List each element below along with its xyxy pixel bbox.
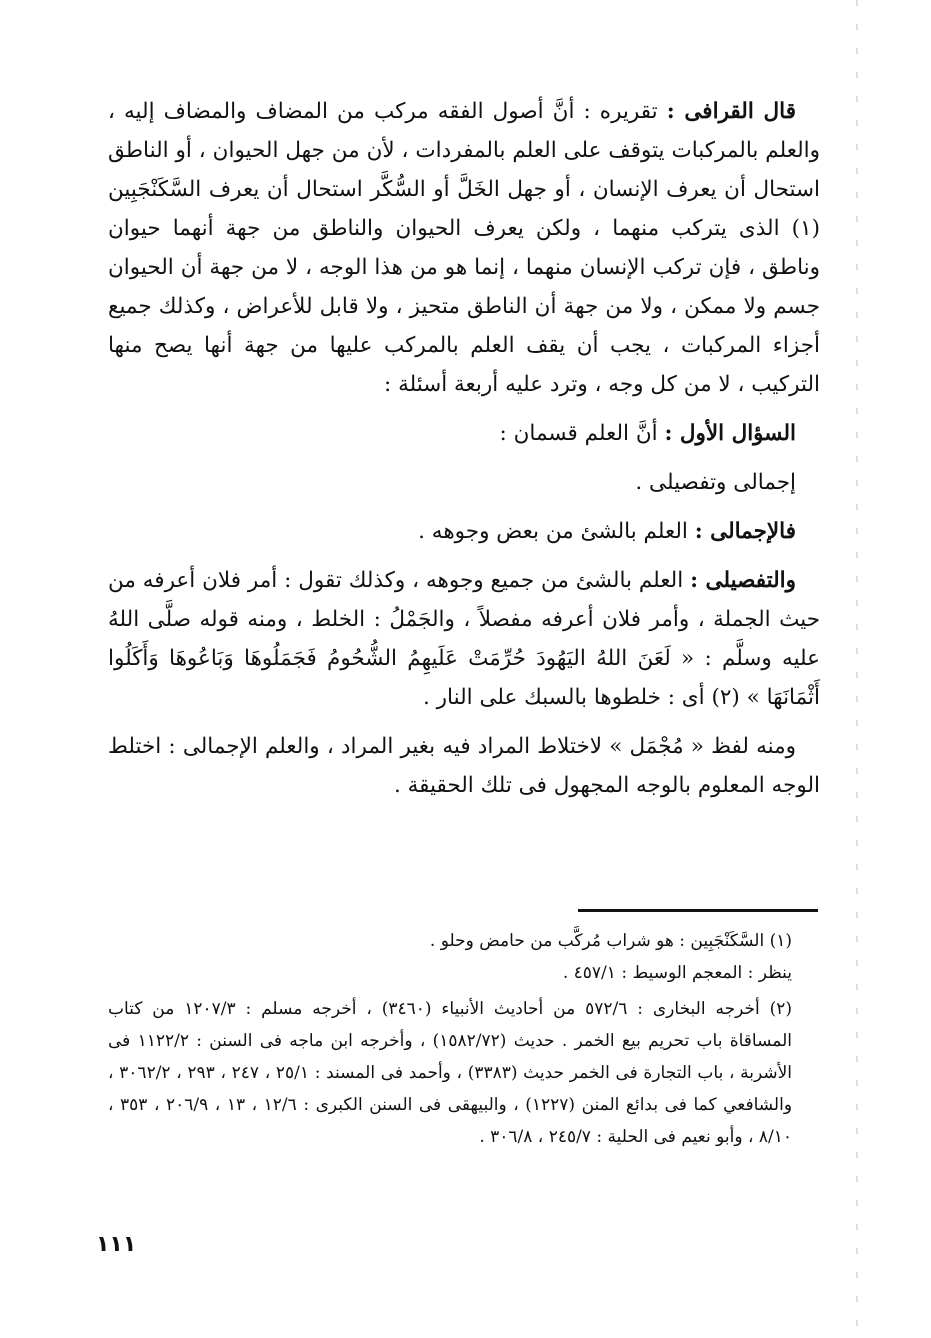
lead-tafsili: والتفصيلى :: [690, 568, 796, 593]
main-text-block: [108, 92, 820, 805]
footnotes-block: [108, 925, 820, 1153]
text-tafsili: العلم بالشئ من جميع وجوهه ، وكذلك تقول : أمر فلان أعرفه من حيث الجملة ، وأمر فلان أعرفه مفصلاً ، والجَمْلُ : الخلط ، ومنه قوله صلَّى اللهُ عليه وسلَّم : « لَعَنَ اللهُ اليَهُودَ حُرِّمَتْ عَلَيهِمُ الشُّحُومُ فَجَمَلُوهَا وَبَاعُوهَا وَأَكَلُوا أَثْمَانَهَا » (٢) أى : خلطوها بالسبك على النار .: [108, 568, 820, 710]
lead-question-one: السؤال الأول :: [664, 421, 796, 446]
text-qarafi: تقريره : أنَّ أصول الفقه مركب من المضاف والمضاف إليه ، والعلم بالمركبات يتوقف على العلم بالمفردات ، لأن من جهل الحيوان ، أو الناطق استحال أن يعرف الإنسان ، أو جهل الخَلَّ أو السُّكَّر استحال أن يعرف السَّكَنْجَبِين (١) الذى يتركب منهما ، ولكن يعرف الحيوان والناطق من جهة أنهما حيوان وناطق ، فإن تركب الإنسان منهما ، إنما هو من هذا الوجه ، لا من جهة أن الحيوان جسم ولا ممكن ، ولا من جهة أن الناطق متحيز ، ولا قابل للأعراض ، وكذلك جميع أجزاء المركبات ، يجب أن يقف العلم بالمركب عليها من جهة أنها يصح منها التركيب ، لا من كل وجه ، وترد عليه أربعة أسئلة :: [108, 99, 820, 397]
text-ijmali: العلم بالشئ من بعض وجوهه .: [418, 519, 688, 544]
lead-ijmali: فالإجمالى :: [694, 519, 796, 544]
paragraph-mujmal: ومنه لفظ « مُجْمَل » لاختلاط المراد فيه بغير المراد ، والعلم الإجمالى : اختلط الوجه المعلوم بالوجه المجهول فى تلك الحقيقة .: [108, 734, 820, 798]
lead-qarafi: قال القرافى :: [666, 99, 796, 124]
page-number: ١١١: [96, 1232, 137, 1257]
page-edge-mark: [856, 0, 858, 1338]
footnote-2: (٢) أخرجه البخارى : ٥٧٢/٦ من أحاديث الأنبياء (٣٤٦٠) ، أخرجه مسلم : ١٢٠٧/٣ من كتاب المساقاة باب تحريم بيع الخمر . حديث (١٥٨٢/٧٢) ، وأخرجه ابن ماجه فى السنن : ١١٢٢/٢ فى الأشربة ، باب التجارة فى الخمر حديث (٣٣٨٣) ، وأحمد فى المسند : ٢٥/١ ، ٢٤٧ ، ٢٩٣ ، ٣٠٦٢/٢ ، والشافعي كما فى بدائع المنن (١٢٢٧) ، والبيهقى فى السنن الكبرى : ١٢/٦ ، ١٣ ، ٢٠٦/٩ ، ٣٥٣ ، ٨/١٠ ، وأبو نعيم فى الحلية : ٢٤٥/٧ ، ٣٠٦/٨ .: [108, 999, 793, 1147]
text-question-one: أنَّ العلم قسمان :: [499, 421, 658, 446]
paragraph-ijmali: [108, 512, 820, 551]
footnote-separator: [578, 909, 818, 912]
paragraph-tafsili: [108, 561, 820, 717]
paragraph-question-one: [108, 414, 820, 453]
footnote-1-reference: ينظر : المعجم الوسيط : ٤٥٧/١ .: [562, 963, 792, 983]
body-text: [108, 92, 820, 805]
paragraph-qarafi: [108, 92, 820, 404]
paragraph-division: إجمالى وتفصيلى .: [635, 470, 796, 495]
footnote-1-definition: (١) السَّكَنْجَبِين : هو شراب مُركَّب من حامض وحلو .: [429, 931, 792, 951]
